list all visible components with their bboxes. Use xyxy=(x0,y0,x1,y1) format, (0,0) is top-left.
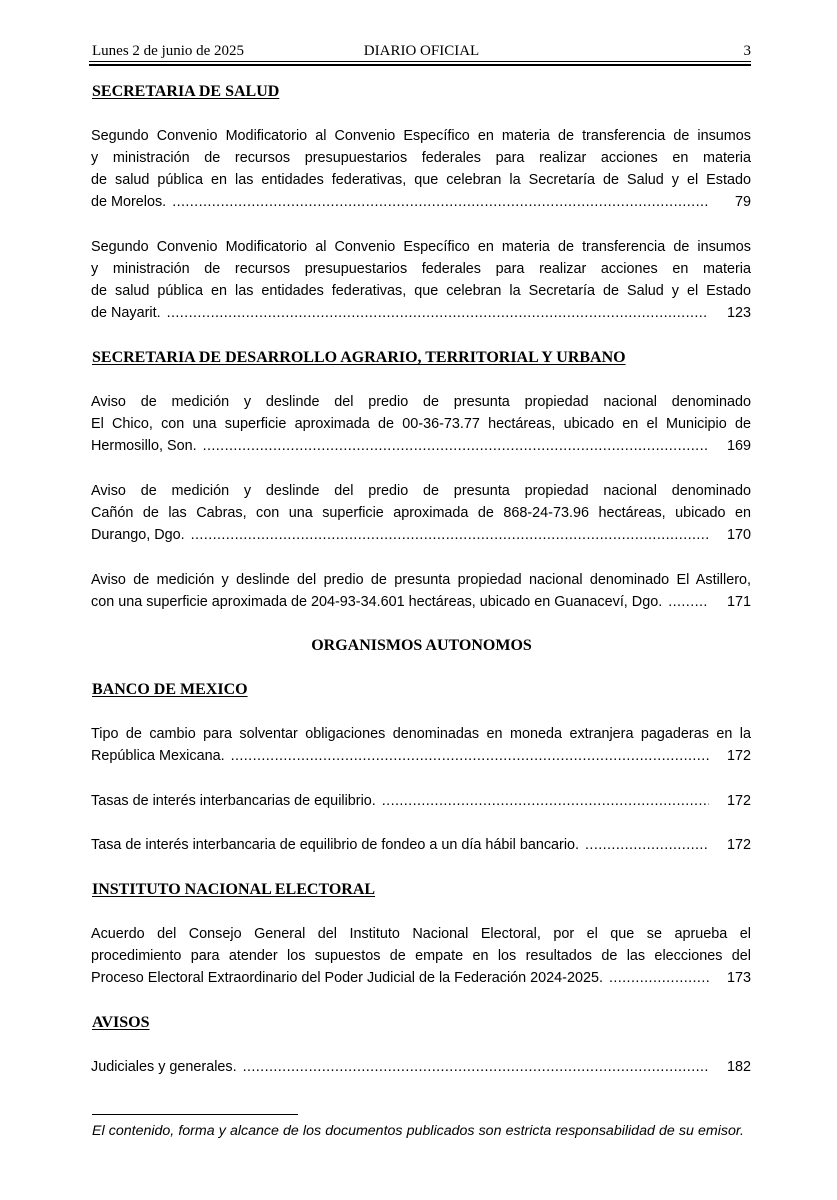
entry-page-number: 182 xyxy=(726,1059,751,1075)
header-rule-thin xyxy=(89,61,751,62)
entry-line: Proceso Electoral Extraordinario del Poder Judicial de la Federación 2024-2025. xyxy=(91,970,603,986)
entry-line: de salud pública en las entidades federativas, que celebran la Secretaría de Salud y el Estado xyxy=(91,172,751,188)
footnote: El contenido, forma y alcance de los documentos publicados son estricta responsabilidad de su emisor. xyxy=(92,1123,744,1139)
dot-leader xyxy=(585,834,709,856)
dot-leader xyxy=(167,302,709,324)
entry-line: El Chico, con una superficie aproximada de 00-36-73.77 hectáreas, ubicado en el Municipio de xyxy=(91,416,751,432)
entry-page-number: 79 xyxy=(734,194,751,210)
dot-leader xyxy=(203,435,709,457)
entry-page-number: 172 xyxy=(726,793,751,809)
entry-last-line xyxy=(91,745,751,767)
header-rule-thick xyxy=(89,64,751,66)
entry-page-number: 172 xyxy=(726,748,751,764)
entry-last-line xyxy=(91,1056,751,1078)
entry-line: y ministración de recursos presupuestarios federales para realizar acciones en materia xyxy=(91,150,751,166)
toc-entry xyxy=(91,236,751,324)
entry-line: con una superficie aproximada de 204-93-34.601 hectáreas, ubicado en Guanaceví, Dgo. xyxy=(91,594,663,610)
entry-line: procedimiento para atender los supuestos de empate en los resultados de las elecciones del xyxy=(91,948,751,964)
entry-line: y ministración de recursos presupuestarios federales para realizar acciones en materia xyxy=(91,261,751,277)
entry-last-line xyxy=(91,524,751,546)
section-heading-banxico: BANCO DE MEXICO xyxy=(92,681,248,698)
entry-line: Segundo Convenio Modificatorio al Convenio Específico en materia de transferencia de insumos xyxy=(91,239,751,255)
header-page-number: 3 xyxy=(743,43,751,59)
entry-line: República Mexicana. xyxy=(91,748,225,764)
section-heading-avisos: AVISOS xyxy=(92,1014,150,1031)
entry-last-line xyxy=(91,967,751,989)
entry-page-number: 172 xyxy=(726,837,751,853)
section-heading-ine: INSTITUTO NACIONAL ELECTORAL xyxy=(92,881,376,898)
toc-entry xyxy=(91,125,751,213)
entry-page-number: 123 xyxy=(726,305,751,321)
footnote-rule xyxy=(92,1114,298,1115)
entry-line: Hermosillo, Son. xyxy=(91,438,197,454)
toc-entry xyxy=(91,480,751,546)
entry-line: Tipo de cambio para solventar obligaciones denominadas en moneda extranjera pagaderas en la xyxy=(91,726,751,742)
dot-leader xyxy=(172,191,709,213)
entry-line: de Nayarit. xyxy=(91,305,161,321)
dot-leader xyxy=(243,1056,709,1078)
toc-entry xyxy=(91,569,751,613)
entry-line: Acuerdo del Consejo General del Instituto Nacional Electoral, por el que se aprueba el xyxy=(91,926,751,942)
toc-entry xyxy=(91,391,751,457)
section-heading-agrario: SECRETARIA DE DESARROLLO AGRARIO, TERRITORIAL Y URBANO xyxy=(92,349,626,366)
entry-page-number: 171 xyxy=(726,594,751,610)
dot-leader xyxy=(382,790,709,812)
dot-leader xyxy=(231,745,709,767)
entry-page-number: 170 xyxy=(726,527,751,543)
toc-entry xyxy=(91,923,751,989)
section-heading-salud: SECRETARIA DE SALUD xyxy=(92,83,280,100)
toc-entry xyxy=(91,790,751,812)
entry-line: Segundo Convenio Modificatorio al Convenio Específico en materia de transferencia de insumos xyxy=(91,128,751,144)
entry-line: Tasas de interés interbancarias de equilibrio. xyxy=(91,793,376,809)
header-publication: DIARIO OFICIAL xyxy=(363,43,480,59)
entry-page-number: 173 xyxy=(726,970,751,986)
toc-entry xyxy=(91,723,751,767)
entry-page-number: 169 xyxy=(726,438,751,454)
entry-line: de salud pública en las entidades federativas, que celebran la Secretaría de Salud y el Estado xyxy=(91,283,751,299)
entry-last-line xyxy=(91,435,751,457)
header-date: Lunes 2 de junio de 2025 xyxy=(92,43,245,59)
entry-last-line xyxy=(91,591,751,613)
dot-leader xyxy=(191,524,709,546)
entry-line: Cañón de las Cabras, con una superficie aproximada de 868-24-73.96 hectáreas, ubicado en xyxy=(91,505,751,521)
section-heading-organismos: ORGANISMOS AUTONOMOS xyxy=(311,637,532,654)
dot-leader xyxy=(609,967,709,989)
entry-line: Judiciales y generales. xyxy=(91,1059,237,1075)
entry-line: Durango, Dgo. xyxy=(91,527,185,543)
entry-last-line xyxy=(91,302,751,324)
toc-entry xyxy=(91,834,751,856)
dot-leader xyxy=(668,591,709,613)
page-header xyxy=(92,43,751,63)
entry-last-line xyxy=(91,834,751,856)
entry-line: Aviso de medición y deslinde del predio de presunta propiedad nacional denominado El Astillero, xyxy=(91,572,751,588)
entry-line: de Morelos. xyxy=(91,194,167,210)
entry-last-line xyxy=(91,790,751,812)
toc-entry xyxy=(91,1056,751,1078)
entry-last-line xyxy=(91,191,751,213)
entry-line: Tasa de interés interbancaria de equilibrio de fondeo a un día hábil bancario. xyxy=(91,837,580,853)
entry-line: Aviso de medición y deslinde del predio de presunta propiedad nacional denominado xyxy=(91,483,751,499)
entry-line: Aviso de medición y deslinde del predio de presunta propiedad nacional denominado xyxy=(91,394,751,410)
